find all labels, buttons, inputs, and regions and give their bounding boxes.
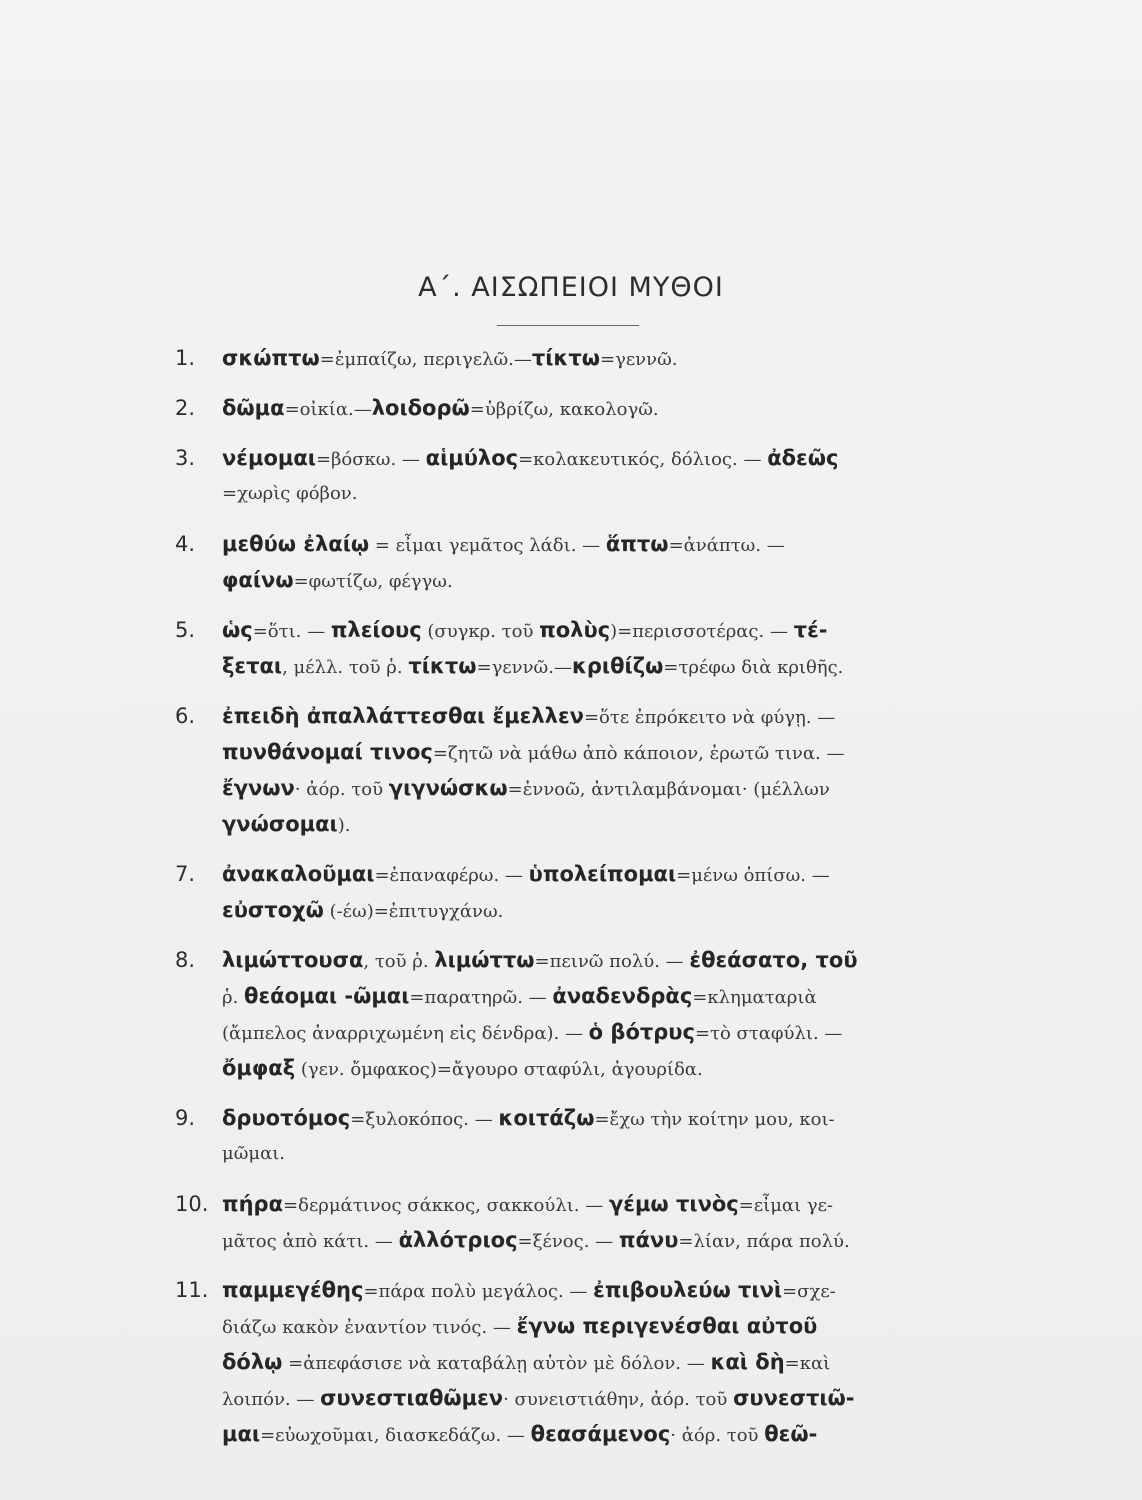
- headword: ἀδεῶς: [767, 446, 839, 470]
- headword: αἱμύλος: [425, 446, 519, 470]
- definition-text: )=περισσοτέρας. —: [610, 621, 794, 642]
- entry-number: 2.: [175, 396, 196, 420]
- definition-text: =πεινῶ πολύ. —: [534, 951, 690, 972]
- definition-text: =γεννῶ.: [600, 349, 678, 370]
- definition-text: =ὅτι. —: [252, 621, 331, 642]
- definition-text: =φωτίζω, φέγγω.: [293, 571, 453, 592]
- headword: λιμώττω: [434, 948, 535, 972]
- headword: πάνυ: [618, 1228, 679, 1252]
- heading-divider: [497, 325, 639, 326]
- headword: γιγνώσκω: [388, 776, 508, 800]
- definition-text: μᾶτος ἀπὸ κάτι. —: [222, 1231, 399, 1252]
- definition-text: (γεν. ὄμφακος)=ἄγουρο σταφύλι, ἀγουρίδα.: [295, 1059, 703, 1080]
- entry-number: 4.: [175, 532, 196, 556]
- glossary-entry: [175, 1100, 1005, 1172]
- headword: ἐπειδὴ ἀπαλλάττεσθαι ἔμελλεν: [222, 704, 584, 728]
- headword: θεῶ-: [764, 1422, 818, 1446]
- glossary-entry: [175, 340, 1005, 376]
- definition-text: μῶμαι.: [222, 1143, 286, 1164]
- headword: ἀνακαλοῦμαι: [222, 862, 375, 886]
- headword: τέ-: [793, 618, 828, 642]
- entry-number: 5.: [175, 618, 196, 642]
- headword: συνεστιῶ-: [733, 1386, 855, 1410]
- definition-text: =οἰκία.—: [284, 399, 372, 420]
- entry-line: [222, 1344, 1005, 1380]
- definition-text: =ἔχω τὴν κοίτην μου, κοι-: [594, 1109, 835, 1130]
- headword: παμμεγέθης: [222, 1278, 364, 1302]
- glossary-list: [175, 340, 1005, 1466]
- definition-text: =ἀπεφάσισε νὰ καταβάλῃ αὐτὸν μὲ δόλον. —: [282, 1353, 711, 1374]
- entry-line: [222, 1014, 1005, 1050]
- entry-line: [222, 526, 1005, 562]
- definition-text: =ξυλοκόπος. —: [350, 1109, 499, 1130]
- headword: πυνθάνομαί τινος: [222, 740, 433, 764]
- entry-line: [222, 1308, 1005, 1344]
- headword: δῶμα: [222, 396, 285, 420]
- headword: καὶ δὴ: [710, 1350, 785, 1374]
- glossary-entry: [175, 856, 1005, 928]
- definition-text: =ἐννοῶ, ἀντιλαμβάνομαι· (μέλλων: [507, 779, 830, 800]
- entry-line: [222, 1222, 1005, 1258]
- definition-text: =σχε-: [782, 1281, 836, 1302]
- definition-text: =τὸ σταφύλι. —: [694, 1023, 843, 1044]
- entry-number: 11.: [175, 1278, 209, 1302]
- headword: μαι: [222, 1422, 261, 1446]
- headword: θεάομαι -ῶμαι: [244, 984, 410, 1008]
- entry-line: [222, 698, 1005, 734]
- headword: πολὺς: [539, 618, 611, 642]
- definition-text: =εἶμαι γε-: [738, 1195, 834, 1216]
- entry-line: [222, 892, 1005, 928]
- headword: τίκτω: [531, 346, 601, 370]
- definition-text: =ξένος. —: [517, 1231, 619, 1252]
- definition-text: διάζω κακὸν ἐναντίον τινός. —: [222, 1317, 517, 1338]
- entry-number: 7.: [175, 862, 196, 886]
- glossary-entry: [175, 1186, 1005, 1258]
- glossary-entry: [175, 390, 1005, 426]
- headword: γέμω τινὸς: [608, 1192, 739, 1216]
- entry-line: [222, 806, 1005, 842]
- headword: μεθύω ἐλαίῳ: [222, 532, 370, 556]
- definition-text: =ἐπαναφέρω. —: [374, 865, 529, 886]
- headword: κοιτάζω: [498, 1106, 595, 1130]
- entry-line: [222, 1100, 1005, 1136]
- entry-line: [222, 1272, 1005, 1308]
- entry-line: [222, 1136, 1005, 1172]
- headword: ξεται: [222, 654, 283, 678]
- entry-line: [222, 476, 1005, 512]
- headword: ὡς: [222, 618, 253, 642]
- entry-line: [222, 978, 1005, 1014]
- headword: ἔγνω περιγενέσθαι αὐτοῦ: [516, 1314, 818, 1338]
- entry-number: 8.: [175, 948, 196, 972]
- entry-line: [222, 942, 1005, 978]
- definition-text: =τρέφω διὰ κριθῆς.: [663, 657, 844, 678]
- definition-text: · συνειστιάθην, ἀόρ. τοῦ: [503, 1389, 734, 1410]
- headword: ὄμφαξ: [222, 1056, 296, 1080]
- section-heading: Α΄. ΑΙΣΩΠΕΙΟΙ ΜΥΘΟΙ: [418, 272, 724, 303]
- entry-number: 6.: [175, 704, 196, 728]
- headword: πλείους: [330, 618, 422, 642]
- headword: ἀλλότριος: [398, 1228, 518, 1252]
- definition-text: · ἀόρ. τοῦ: [294, 779, 389, 800]
- headword: πήρα: [222, 1192, 284, 1216]
- definition-text: =γεννῶ.—: [476, 657, 572, 678]
- definition-text: ).: [337, 815, 351, 836]
- entry-number: 9.: [175, 1106, 196, 1130]
- definition-text: ῥ.: [222, 987, 245, 1008]
- headword: λοιδορῶ: [371, 396, 470, 420]
- entry-line: [222, 1050, 1005, 1086]
- definition-text: = εἶμαι γεμᾶτος λάδι. —: [369, 535, 606, 556]
- glossary-entry: [175, 440, 1005, 512]
- definition-text: =κολακευτικός, δόλιος. —: [518, 449, 768, 470]
- definition-text: · ἀόρ. τοῦ: [670, 1425, 765, 1446]
- headword: θεασάμενος: [530, 1422, 671, 1446]
- headword: δόλῳ: [222, 1350, 283, 1374]
- headword: ἀναδενδρὰς: [552, 984, 693, 1008]
- entry-line: [222, 856, 1005, 892]
- definition-text: (-έω)=ἐπιτυγχάνω.: [323, 901, 504, 922]
- entry-line: [222, 390, 1005, 426]
- headword: νέμομαι: [222, 446, 316, 470]
- definition-text: , τοῦ ῥ.: [363, 951, 435, 972]
- headword: ἐπιβουλεύω τινὶ: [593, 1278, 783, 1302]
- headword: ἔγνων: [222, 776, 295, 800]
- definition-text: =ὅτε ἐπρόκειτο νὰ φύγῃ. —: [583, 707, 836, 728]
- glossary-entry: [175, 526, 1005, 598]
- definition-text: =ὑβρίζω, κακολογῶ.: [469, 399, 659, 420]
- entry-line: [222, 770, 1005, 806]
- definition-text: =εὐωχοῦμαι, διασκεδάζω. —: [260, 1425, 531, 1446]
- definition-text: (συγκρ. τοῦ: [421, 621, 540, 642]
- entry-number: 10.: [175, 1192, 209, 1216]
- definition-text: =δερμάτινος σάκκος, σακκούλι. —: [283, 1195, 609, 1216]
- headword: σκώπτω: [222, 346, 320, 370]
- entry-line: [222, 1186, 1005, 1222]
- headword: φαίνω: [222, 568, 294, 592]
- entry-line: [222, 340, 1005, 376]
- definition-text: =ἐμπαίζω, περιγελῶ.—: [319, 349, 532, 370]
- definition-text: λοιπόν. —: [222, 1389, 321, 1410]
- entry-line: [222, 648, 1005, 684]
- entry-line: [222, 612, 1005, 648]
- definition-text: =παρατηρῶ. —: [409, 987, 553, 1008]
- definition-text: =κληματαριὰ: [692, 987, 817, 1008]
- definition-text: =μένω ὀπίσω. —: [676, 865, 830, 886]
- definition-text: =ζητῶ νὰ μάθω ἀπὸ κάποιον, ἐρωτῶ τινα. —: [432, 743, 845, 764]
- entry-line: [222, 1416, 1005, 1452]
- glossary-entry: [175, 1272, 1005, 1452]
- glossary-entry: [175, 942, 1005, 1086]
- definition-text: =πάρα πολὺ μεγάλος. —: [363, 1281, 594, 1302]
- headword: ἐθεάσατο, τοῦ: [689, 948, 858, 972]
- headword: κριθίζω: [571, 654, 664, 678]
- entry-number: 3.: [175, 446, 196, 470]
- headword: γνώσομαι: [222, 812, 338, 836]
- headword: ὑπολείπομαι: [528, 862, 677, 886]
- entry-line: [222, 1380, 1005, 1416]
- headword: ἅπτω: [605, 532, 669, 556]
- glossary-entry: [175, 612, 1005, 684]
- headword: συνεστιαθῶμεν: [320, 1386, 504, 1410]
- headword: λιμώττουσα: [222, 948, 364, 972]
- definition-text: =βόσκω. —: [315, 449, 426, 470]
- entry-number: 1.: [175, 346, 196, 370]
- definition-text: , μέλλ. τοῦ ῥ.: [282, 657, 409, 678]
- definition-text: =καὶ: [784, 1353, 831, 1374]
- definition-text: (ἄμπελος ἀναρριχωμένη εἰς δένδρα). —: [222, 1023, 589, 1044]
- definition-text: =ἀνάπτω. —: [668, 535, 785, 556]
- definition-text: =χωρὶς φόβον.: [222, 483, 358, 504]
- definition-text: =λίαν, πάρα πολύ.: [678, 1231, 850, 1252]
- glossary-entry: [175, 698, 1005, 842]
- headword: δρυοτόμος: [222, 1106, 351, 1130]
- entry-line: [222, 734, 1005, 770]
- entry-line: [222, 440, 1005, 476]
- headword: ὁ βότρυς: [588, 1020, 695, 1044]
- headword: εὐστοχῶ: [222, 898, 324, 922]
- headword: τίκτω: [408, 654, 477, 678]
- entry-line: [222, 562, 1005, 598]
